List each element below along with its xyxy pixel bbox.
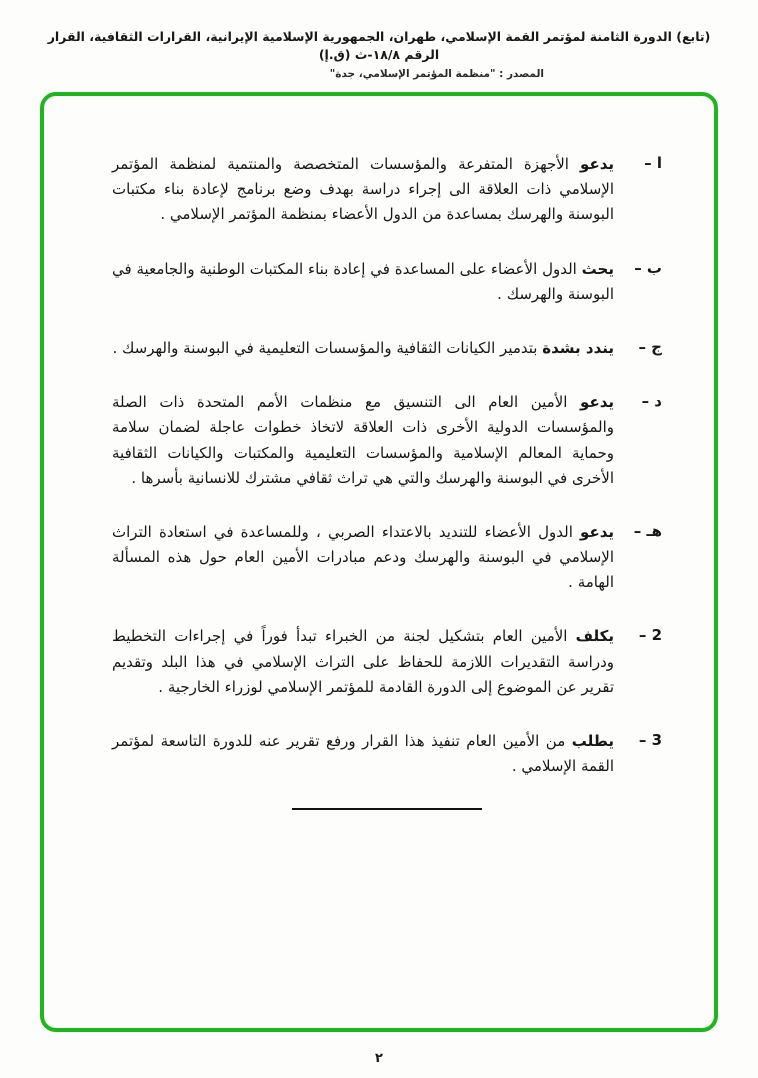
header-reference: (تابع) الدورة الثامنة لمؤتمر القمة الإسلامي، طهران، الجمهورية الإسلامية الإيرانية، القرارات الثقافية، القرار الرقم ١٨/٨-ث (ق.إ) [47, 29, 711, 62]
item-lead: يندد بشدة [542, 338, 614, 357]
item-body: الأمين العام بتشكيل لجنة من الخبراء تبدأ فوراً في إجراءات التخطيط ودراسة التقديرات اللازمة للحفاظ على التراث الإسلامي في هذا البلد وتقديم تقرير عن الموضوع إلى الدورة القادمة للمؤتمر الإسلامي لوزراء الخارجية . [112, 627, 614, 696]
item-marker: ج – [638, 337, 662, 356]
source-line: المصدر : "منظمة المؤتمر الإسلامي، جدة" [329, 68, 544, 80]
item-text [112, 152, 614, 228]
item-lead: يطلب [571, 732, 614, 750]
resolution-item [112, 336, 662, 361]
item-text [112, 257, 614, 307]
resolution-content [44, 96, 714, 810]
resolution-item [112, 152, 662, 228]
item-body: الدول الأعضاء للتنديد بالاعتداء الصربي ، وللمساعدة في استعادة التراث الإسلامي في البوسنة والهرسك ودعم مبادرات الأمين العام حول هذه المسألة الهامة . [112, 522, 614, 592]
document-border-frame [40, 92, 718, 1032]
page-number: ٢ [375, 1051, 383, 1066]
item-body: الأجهزة المتفرعة والمؤسسات المتخصصة والمنتمية لمنظمة المؤتمر الإسلامي ذات العلاقة الى إجراء دراسة بهدف وضع برنامج لإعادة بناء مكتبات البوسنة والهرسك بمساعدة من الدول الأعضاء بمنظمة المؤتمر الإسلامي . [112, 155, 614, 224]
item-lead: يدعو [580, 155, 614, 173]
item-marker: د – [641, 392, 662, 411]
item-marker: ب – [634, 258, 662, 277]
item-marker: هـ – [633, 521, 662, 540]
item-lead: يدعو [580, 522, 614, 541]
item-text [112, 336, 614, 361]
resolution-item [112, 624, 662, 700]
footer-divider [292, 808, 482, 810]
item-text [112, 520, 614, 596]
item-lead: يكلف [575, 627, 614, 646]
item-lead: يدعو [580, 393, 614, 412]
item-text [112, 729, 614, 779]
item-body: الدول الأعضاء على المساعدة في إعادة بناء المكتبات الوطنية والجامعية في البوسنة والهرسك . [112, 259, 614, 303]
resolution-item [112, 390, 662, 491]
item-body: من الأمين العام تنفيذ هذا القرار ورفع تقرير عنه للدورة التاسعة لمؤتمر القمة الإسلامي . [112, 732, 614, 776]
item-marker: ا – [644, 154, 662, 172]
item-marker: 3 – [638, 731, 662, 749]
item-lead: يحث [581, 259, 614, 278]
document-header [0, 0, 758, 80]
item-text [112, 624, 614, 700]
item-marker: 2 – [638, 626, 662, 645]
item-body: بتدمير الكيانات الثقافية والمؤسسات التعليمية في البوسنة والهرسك . [112, 338, 543, 357]
resolution-item [112, 729, 662, 779]
resolution-item [112, 257, 662, 307]
item-text [112, 390, 614, 491]
item-body: الأمين العام الى التنسيق مع منظمات الأمم المتحدة ذات الصلة والمؤسسات الدولية الأخرى ذات العلاقة لاتخاذ خطوات عاجلة لضمان سلامة وحماية المعالم الإسلامية والمؤسسات التعليمية والمكتبات والكيانات الثقافية الأخرى في البوسنة والهرسك والتي هي تراث ثقافي مشترك للانسانية بأسرها . [112, 393, 614, 487]
resolution-item [112, 520, 662, 596]
